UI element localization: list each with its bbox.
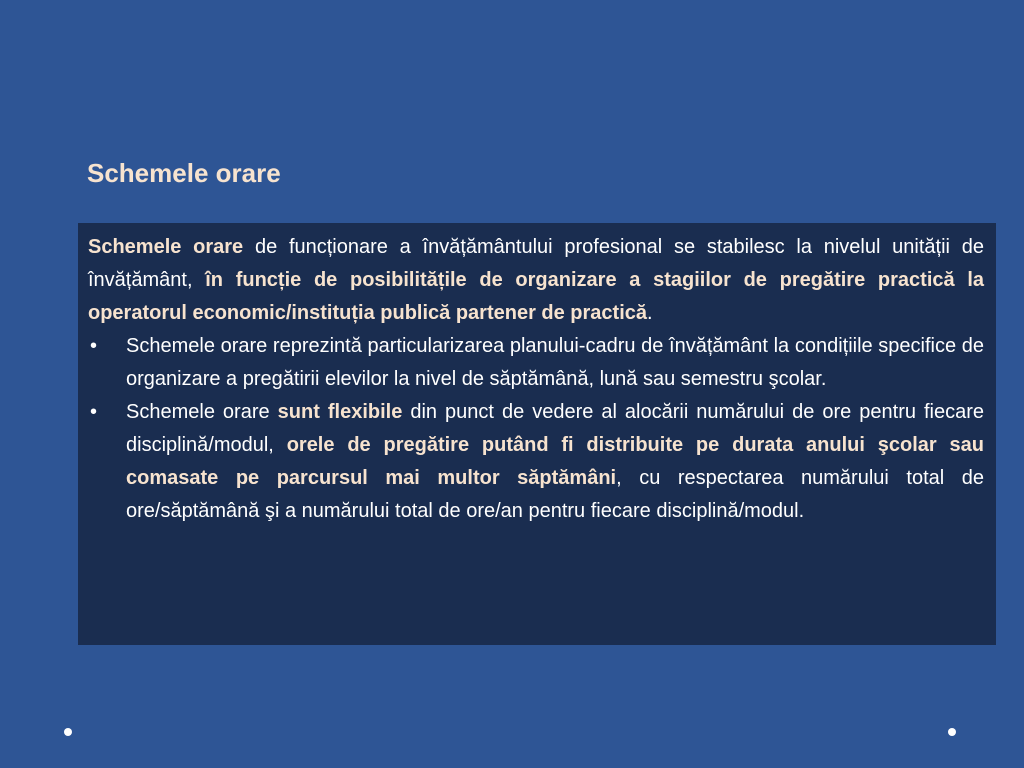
intro-lead: Schemele orare bbox=[88, 236, 244, 258]
decorative-dot-left bbox=[64, 728, 72, 736]
bullet-icon: • bbox=[90, 401, 98, 423]
bullet-icon: • bbox=[90, 335, 98, 357]
bullet-2-text-a: Schemele orare bbox=[126, 401, 278, 423]
bullet-1-text: Schemele orare reprezintă particularizarea planului-cadru de învățământ la condițiile specifice de organizare a pregătirii elevilor la nivel de săptămână, lună sau semestru şcolar. bbox=[126, 335, 984, 390]
content-box bbox=[78, 223, 996, 645]
intro-text: de funcționare a învățământului profesional se stabilesc la nivelul unității de învățământ, bbox=[88, 236, 984, 291]
bullet-list bbox=[88, 330, 984, 528]
bullet-item-1 bbox=[88, 330, 984, 396]
intro-paragraph bbox=[88, 231, 984, 330]
bullet-2-highlight-b: orele de pregătire putând fi distribuite pe durata anului şcolar sau comasate pe parcursul mai multor săptămâni bbox=[126, 434, 984, 489]
bullet-2-text-c: , cu respectarea numărului total de ore/săptămână şi a numărului total de ore/an pentru fiecare disciplină/modul. bbox=[126, 467, 984, 522]
bullet-2-text-b: din punct de vedere al alocării numărului de ore pentru fiecare disciplină/modul, bbox=[126, 401, 985, 456]
slide-title: Schemele orare bbox=[87, 158, 281, 188]
decorative-dot-right bbox=[948, 728, 956, 736]
intro-highlight: în funcție de posibilitățile de organizare a stagiilor de pregătire practică la operatorul economic/instituția publică partener de practică bbox=[88, 269, 985, 324]
intro-end: . bbox=[647, 302, 653, 324]
bullet-2-highlight-a: sunt flexibile bbox=[277, 401, 403, 423]
bullet-item-2 bbox=[88, 396, 984, 528]
